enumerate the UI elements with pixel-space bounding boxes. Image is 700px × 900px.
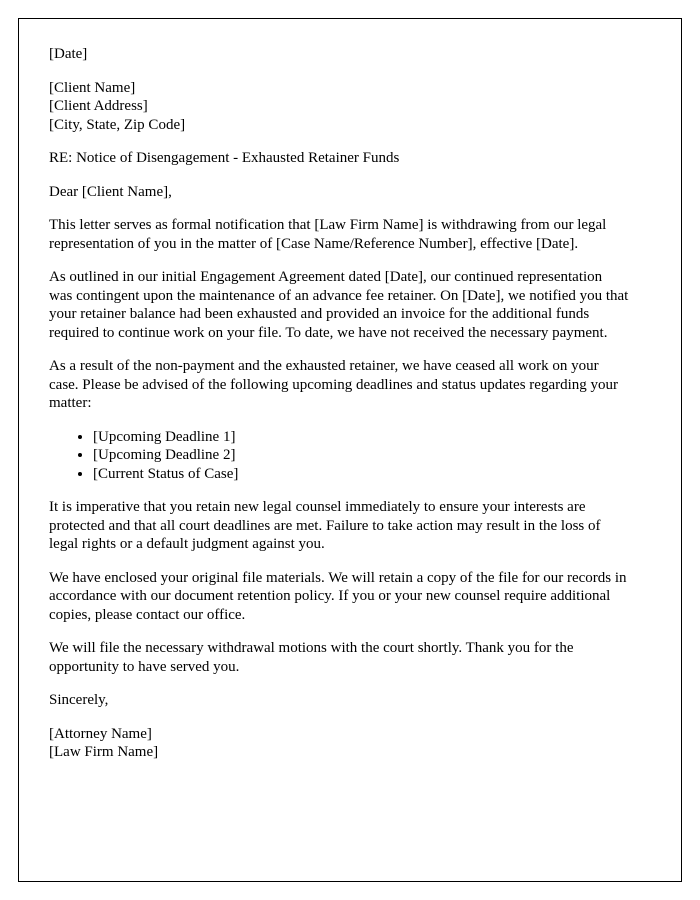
list-item: • [Upcoming Deadline 1] — [93, 428, 629, 447]
paragraph-withdrawal-motions: We will file the necessary withdrawal motions with the court shortly. Thank you for the opportunity to have served you. — [49, 640, 574, 675]
letter-page — [18, 18, 682, 882]
recipient-city-state-zip: [City, State, Zip Code] — [49, 116, 186, 133]
deadline-list — [49, 428, 629, 484]
paragraph-retain-counsel: It is imperative that you retain new legal counsel immediately to ensure your interests are protected and that all court deadlines are met. Failure to take action may result in the loss of legal rights or a default judgment against you. — [49, 499, 601, 552]
list-item: • [Upcoming Deadline 2] — [93, 446, 629, 465]
closing: Sincerely, — [49, 692, 109, 708]
paragraph-retainer-exhausted: As outlined in our initial Engagement Agreement dated [Date], our continued representation was contingent upon the maintenance of an advance fee retainer. On [Date], we notified you that your retainer balance had been exhausted and provided an invoice for the additional funds required to continue work on your file. To date, we have not received the necessary payment. — [49, 269, 629, 341]
paragraph-withdrawal-notice: This letter serves as formal notification that [Law Firm Name] is withdrawing from our legal representation of you in the matter of [Case Name/Reference Number], effective [Date]. — [49, 217, 607, 252]
paragraph-work-ceased: As a result of the non-payment and the exhausted retainer, we have ceased all work on your case. Please be advised of the following upcoming deadlines and status updates regarding your matter: — [49, 358, 619, 411]
recipient-name: [Client Name] — [49, 79, 136, 96]
recipient-address-block — [49, 79, 629, 135]
subject-line: RE: Notice of Disengagement - Exhausted Retainer Funds — [49, 150, 400, 166]
signature-firm-name: [Law Firm Name] — [49, 744, 159, 760]
salutation: Dear [Client Name], — [49, 183, 172, 200]
list-item: • [Current Status of Case] — [93, 465, 629, 484]
letter-date: [Date] — [49, 46, 88, 62]
paragraph-file-materials: We have enclosed your original file materials. We will retain a copy of the file for our records in accordance with our document retention policy. If you or your new counsel require additional copies, please contact our office. — [49, 569, 627, 623]
recipient-address: [Client Address] — [49, 98, 148, 114]
signature-attorney-name: [Attorney Name] — [49, 725, 152, 742]
signature-block — [49, 725, 629, 762]
